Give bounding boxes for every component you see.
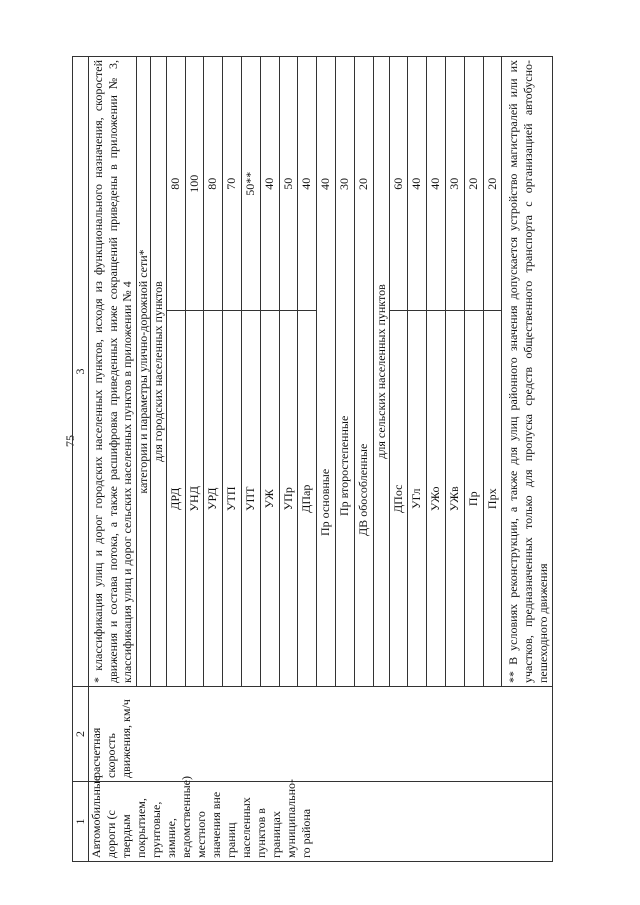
category-row: [389, 57, 408, 686]
category-row: [317, 57, 336, 686]
column-number-2: 2: [73, 687, 89, 782]
category-row: [166, 57, 185, 686]
category-name: УЖо: [427, 311, 446, 686]
category-row: [223, 57, 242, 686]
category-name: Пр основные: [317, 311, 336, 686]
category-row: [185, 57, 204, 686]
category-row: [279, 57, 298, 686]
category-name: Пр второстепенные: [335, 311, 354, 686]
category-name: УПр: [279, 311, 298, 686]
category-speed: 50: [279, 57, 298, 311]
column-number-1: 1: [73, 782, 89, 862]
category-row: [408, 57, 427, 686]
category-speed: 40: [317, 57, 336, 311]
category-speed: 30: [445, 57, 464, 311]
category-row: [483, 57, 502, 686]
category-speed: 50**: [241, 57, 260, 311]
category-name: ДРД: [166, 311, 185, 686]
design-speed-cell: расчетная скорость движения, км/ч: [89, 687, 553, 782]
category-name: УТП: [223, 311, 242, 686]
urban-header: для городских населенных пунктов: [151, 57, 167, 686]
category-name: Прх: [483, 311, 502, 686]
category-row: [445, 57, 464, 686]
categories-cell: [89, 57, 553, 687]
category-speed: 40: [260, 57, 279, 311]
footnote: ** В условиях реконструкции, а также для улиц районного значения допускается устройство магистралей или их участков, предназначенных только для пропуска средств общественного транспорта с организацией автобусно-пешеходного движения: [506, 60, 550, 683]
category-speed: 20: [354, 57, 373, 311]
category-speed: 80: [204, 57, 223, 311]
category-name: УГл: [408, 311, 427, 686]
rural-header: для сельских населенных пунктов: [373, 57, 389, 686]
column-number-3: 3: [73, 57, 89, 687]
category-speed: 60: [389, 57, 408, 311]
category-name: УЖв: [445, 311, 464, 686]
category-row: [354, 57, 373, 686]
categories-title: категории и параметры улично-дорожной сети*: [137, 57, 151, 686]
category-row: [241, 57, 260, 686]
category-speed: 40: [298, 57, 317, 311]
parameters-table: [72, 56, 553, 862]
category-row: [298, 57, 317, 686]
category-row: [427, 57, 446, 686]
category-row: [464, 57, 483, 686]
categories-table: [151, 57, 503, 686]
road-type-cell: Автомобильные дороги (с твердым покрытием, грунтовые, зимние, ведомственные) местного значения вне границ населенных пунктов в границах муниципально-го района: [89, 782, 553, 862]
category-name: УРД: [204, 311, 223, 686]
page-number: 75: [63, 435, 77, 447]
classification-note: * классификация улиц и дорог городских населенных пунктов, исходя из функционального назначения, скоростей движения и состава потока, а также расшифровка приведенных ниже сокращений приведены в приложении № 3, классификация улиц и дорог сельских населенных пунктов в приложении № 4: [89, 57, 137, 686]
category-name: ДПар: [298, 311, 317, 686]
category-name: Пр: [464, 311, 483, 686]
category-row: [260, 57, 279, 686]
category-speed: 30: [335, 57, 354, 311]
category-name: ДВ обособленные: [354, 311, 373, 686]
rotated-page: [72, 57, 557, 862]
category-row: [335, 57, 354, 686]
category-speed: 80: [166, 57, 185, 311]
category-speed: 40: [408, 57, 427, 311]
category-name: УПТ: [241, 311, 260, 686]
category-speed: 40: [427, 57, 446, 311]
category-row: [204, 57, 223, 686]
category-name: УНД: [185, 311, 204, 686]
category-speed: 20: [464, 57, 483, 311]
category-speed: 20: [483, 57, 502, 311]
column-number-row: [73, 57, 89, 862]
category-speed: 100: [185, 57, 204, 311]
category-name: ДПос: [389, 311, 408, 686]
category-speed: 70: [223, 57, 242, 311]
category-name: УЖ: [260, 311, 279, 686]
